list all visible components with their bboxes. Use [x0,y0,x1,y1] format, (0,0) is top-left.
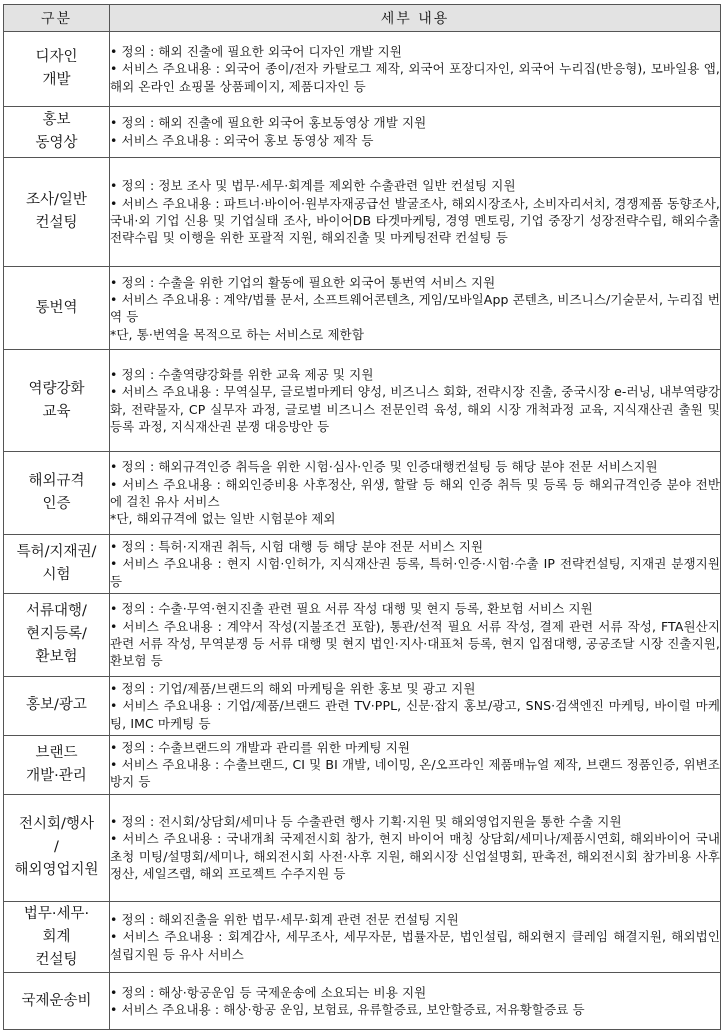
category-cell [4,350,110,451]
detail-item: • 정의 : 정보 조사 및 법무·세무·회계를 제외한 수출관련 일반 컨설팅 지원 [110,178,516,194]
table-row [4,593,721,676]
category-label: 교육 [42,403,71,420]
detail-item: • 서비스 주요내용 : 계약/법률 문서, 소프트웨어콘텐츠, 게임/모바일App 콘텐츠, 비즈니스/기술문서, 누리집 번역 등 [110,291,720,325]
category-label: 인증 [42,495,71,512]
detail-cell [110,107,721,158]
header-category: 구분 [4,5,110,32]
table-row [4,535,721,594]
category-cell [4,157,110,267]
category-cell [4,973,110,1030]
table-row [4,157,721,267]
category-label: 국제운송비 [21,992,92,1009]
detail-item: • 정의 : 해외 진출에 필요한 외국어 디자인 개발 지원 [110,43,402,59]
detail-item: • 서비스 주요내용 : 국내개최 국제전시회 참가, 현지 바이어 매칭 상담회/세미나/제품시연회, 해외바이어 국내초청 미팅/설명회/세미나, 해외전시회 사전·사후 지원, 해외시장 신업설명회, 판촉전, 해외전시회 참가비용 사후정산, 세일즈랩, 해외 프로젝트 수주지원 등 [110,831,720,882]
category-label: 개발·관리 [26,767,87,784]
category-cell [4,902,110,973]
category-cell [4,735,110,794]
category-label: 시험 [42,566,71,583]
table-header-row [4,5,721,32]
detail-cell [110,350,721,451]
detail-item: • 정의 : 특허·지재권 취득, 시험 대행 등 해당 분야 전문 서비스 지원 [110,538,484,554]
category-cell [4,794,110,902]
category-label: 특허/지재권/ [16,543,97,560]
detail-item: • 서비스 주요내용 : 현지 시험·인허가, 지식재산권 등록, 특허·인증·시험·수출 IP 전략컨설팅, 지재권 분쟁지원 등 [110,556,720,589]
category-label: 브랜드 [35,744,78,761]
detail-cell [110,157,721,267]
detail-item: • 서비스 주요내용 : 회계감사, 세무조사, 세무자문, 법률자문, 법인설립, 해외현지 클레임 해결지원, 해외법인 설립지원 등 유사 서비스 [110,929,720,962]
category-label: 서류대행/ [26,603,87,620]
table-body [4,32,721,1030]
category-label: 컨설팅 [35,951,78,968]
table-row [4,32,721,107]
detail-item: • 서비스 주요내용 : 수출브랜드, CI 및 BI 개발, 네이밍, 온/오프라인 제품매뉴얼 제작, 브랜드 정품인증, 위변조방지 등 [110,757,720,790]
table-row [4,107,721,158]
detail-item: • 서비스 주요내용 : 기업/제품/브랜드 관련 TV·PPL, 신문·잡지 홍보/광고, SNS·검색엔진 마케팅, 바이럴 마케팅, IMC 마케팅 등 [110,698,720,731]
detail-item: *단, 해외규격에 없는 일반 시험분야 제외 [110,511,336,527]
detail-cell [110,593,721,676]
category-label: 개발 [42,72,71,89]
table-row [4,902,721,973]
detail-item: • 서비스 주요내용 : 무역실무, 글로벌마케터 양성, 비즈니스 회화, 전략시장 진출, 중국시장 e-러닝, 내부역량강화, 전략물자, CP 실무자 과정, 글로벌 비즈니스 전문인력 육성, 해외 시장 개척과정 교육, 지식재산권 출원 및 등록 과정, 지식재산권 분쟁 대응방안 등 [110,384,720,435]
detail-cell [110,451,721,534]
detail-cell [110,535,721,594]
category-label: 조사/일반 [26,192,87,209]
detail-item: • 정의 : 전시회/상담회/세미나 등 수출관련 행사 기획·지원 및 해외영업지원을 통한 수출 지원 [110,814,622,830]
detail-item: • 정의 : 수출·무역·현지진출 관련 필요 서류 작성 대행 및 현지 등록, 환보험 서비스 지원 [110,601,593,617]
detail-item: • 서비스 주요내용 : 외국어 종이/전자 카탈로그 제작, 외국어 포장디자인, 외국어 누리집(반응형), 모바일용 앱, 해외 온라인 쇼핑몰 상품페이지, 제품디자인 등 [110,61,720,94]
category-label: 회계 [42,928,71,945]
category-label: 해외규격 [28,472,85,489]
category-cell [4,593,110,676]
category-cell [4,451,110,534]
detail-item: • 정의 : 해외진출을 위한 법무·세무·회계 관련 전문 컨설팅 지원 [110,911,459,927]
category-cell [4,676,110,735]
table-row [4,973,721,1030]
category-label: 해외영업지원 [14,862,99,879]
category-label: 컨설팅 [35,215,78,232]
category-label: 환보험 [35,649,78,666]
table-row [4,676,721,735]
detail-cell [110,32,721,107]
detail-cell [110,267,721,350]
category-label: 현지등록/ [26,626,87,643]
detail-item: • 정의 : 해외 진출에 필요한 외국어 홍보동영상 개발 지원 [110,115,427,131]
detail-cell [110,794,721,902]
service-table [3,4,721,1030]
detail-cell [110,902,721,973]
category-label: 디자인 [35,49,78,66]
table-row [4,735,721,794]
detail-item: • 정의 : 해상·항공운임 등 국제운송에 소요되는 비용 지원 [110,984,427,1000]
category-label: 법무·세무· [23,905,90,922]
category-label: / [54,839,59,856]
detail-item: • 서비스 주요내용 : 해상·항공 운임, 보험료, 유류할증료, 보안할증료, 저유황할증료 등 [110,1002,585,1018]
detail-item: • 정의 : 수출역량강화를 위한 교육 제공 및 지원 [110,366,374,382]
category-label: 홍보 [42,111,71,128]
detail-item: • 서비스 주요내용 : 외국어 홍보 동영상 제작 등 [110,132,374,148]
table-row [4,350,721,451]
detail-item: • 정의 : 해외규격인증 취득을 위한 시험·심사·인증 및 인증대행컨설팅 등 해당 분야 전문 서비스지원 [110,459,658,475]
category-label: 통번역 [35,299,78,316]
category-cell [4,107,110,158]
detail-cell [110,676,721,735]
category-label: 전시회/행사 [19,816,94,833]
detail-cell [110,973,721,1030]
category-cell [4,267,110,350]
detail-item: • 서비스 주요내용 : 계약서 작성(지불조건 포함), 통관/선적 필요 서류 작성, 결제 관련 서류 작성, FTA원산지 관련 서류 작성, 무역분쟁 등 서류 대행 및 현지 법인·지사·대표처 등록, 현지 입점대행, 공공조달 시장 진출지원, 환보험 등 [110,618,720,669]
category-cell [4,535,110,594]
category-label: 동영상 [35,134,78,151]
table-row [4,451,721,534]
detail-cell [110,735,721,794]
category-label: 홍보/광고 [26,697,87,714]
detail-item: • 서비스 주요내용 : 해외인증비용 사후정산, 위생, 할랄 등 해외 인증 취득 및 등록 등 해외규격인증 분야 전반에 걸친 유사 서비스 [110,476,720,509]
category-cell [4,32,110,107]
detail-item: *단, 통·번역을 목적으로 하는 서비스로 제한함 [110,326,365,342]
table-row [4,794,721,902]
detail-item: • 서비스 주요내용 : 파트너·바이어·원부자재공급선 발굴조사, 해외시장조사, 소비자리서치, 경쟁제품 동향조사, 국내·외 기업 신용 및 기업실태 조사, 바이어DB 타겟마케팅, 경영 멘토링, 기업 중장기 성장전략수립, 해외수출 전략수립 및 이행을 위한 포괄적 지원, 해외진출 및 마케팅전략 컨설팅 등 [110,195,720,246]
category-label: 역량강화 [28,380,85,397]
detail-item: • 정의 : 수출을 위한 기업의 활동에 필요한 외국어 통번역 서비스 지원 [110,274,496,290]
table-row [4,267,721,350]
header-detail: 세부 내용 [110,5,721,32]
detail-item: • 정의 : 수출브랜드의 개발과 관리를 위한 마케팅 지원 [110,739,411,755]
detail-item: • 정의 : 기업/제품/브랜드의 해외 마케팅을 위한 홍보 및 광고 지원 [110,680,476,696]
